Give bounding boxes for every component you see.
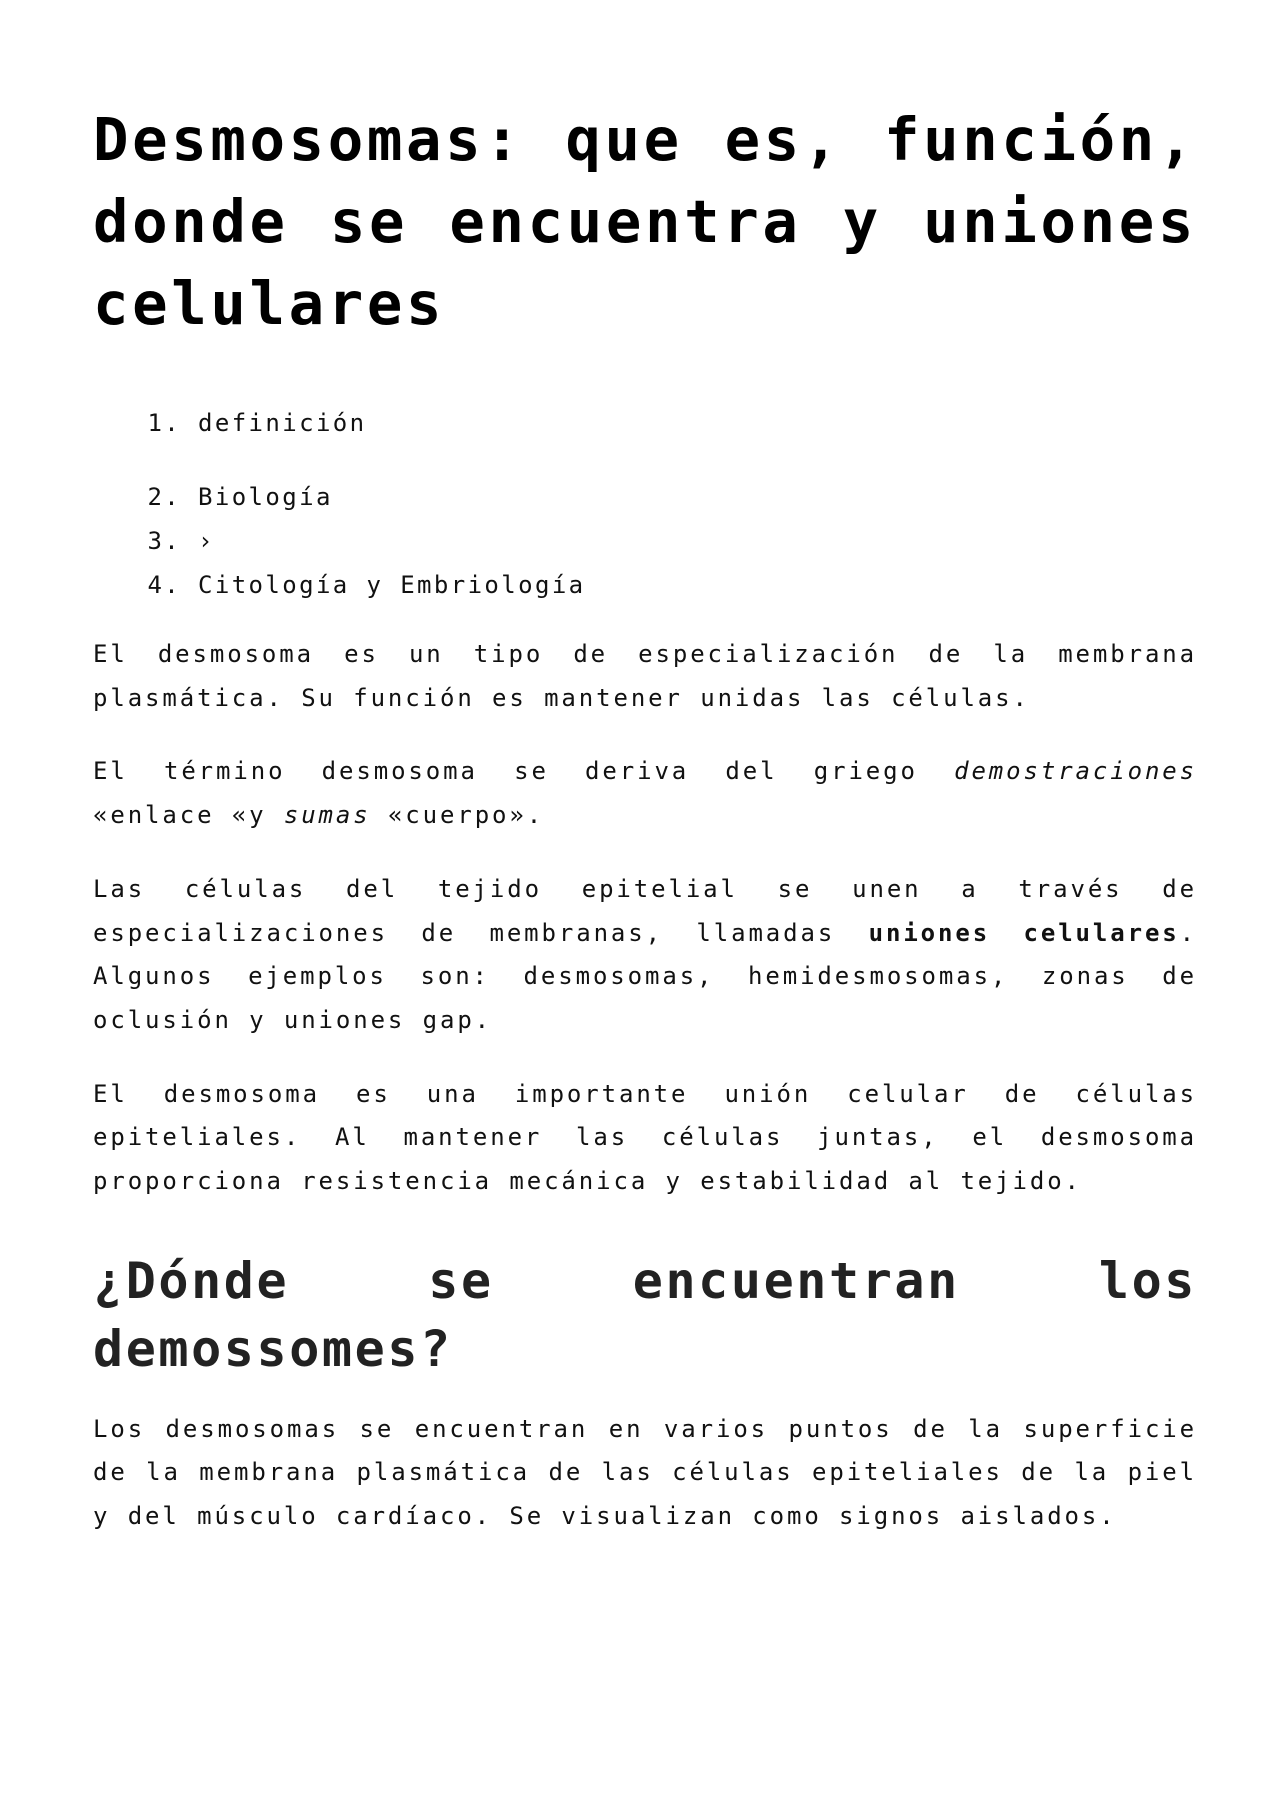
breadcrumb-separator: 3. › [198, 519, 1197, 563]
text: . Algunos ejemplos son: desmosomas, hemidesmosomas, zonas de oclusión y uniones gap. [93, 918, 1197, 1034]
section-heading [93, 1247, 1197, 1383]
text: El término desmosoma se deriva del griego [93, 757, 955, 786]
breadcrumb-list-1 [93, 401, 1197, 445]
text: «cuerpo». [370, 801, 545, 830]
paragraph-location: Los desmosomas se encuentran en varios puntos de la superficie de la membrana plasmática de las células epiteliales de la piel y del músculo cardíaco. Se visualizan como signos aislados. [93, 1414, 1197, 1531]
page-title: Desmosomas: que es, función, donde se encuentra y uniones celulares [93, 105, 1197, 338]
italic-term: demostraciones [954, 757, 1197, 786]
heading-line: ¿Dónde se encuentran los [93, 1251, 1197, 1310]
article [93, 99, 1197, 1539]
paragraph-intro: El desmosoma es un tipo de especialización de la membrana plasmática. Su función es mantener unidas las células. [93, 640, 1197, 712]
heading-line: demossomes? [93, 1319, 453, 1378]
paragraph-importance: El desmosoma es una importante unión celular de células epiteliales. Al mantener las células juntas, el desmosoma proporciona resistencia mecánica y estabilidad al tejido. [93, 1079, 1197, 1196]
text: Las células del tejido epitelial se unen a través de especializaciones de membranas, llamadas [93, 874, 1197, 947]
breadcrumb-item[interactable]: 1. definición [198, 401, 1197, 445]
text: «enlace «y [93, 801, 284, 830]
paragraph-etymology [93, 750, 1197, 837]
paragraph-cell-junctions [93, 868, 1197, 1043]
bold-term: uniones celulares [868, 918, 1180, 947]
breadcrumb-list-2 [93, 475, 1197, 607]
breadcrumb-item[interactable]: 4. Citología y Embriología [198, 563, 1197, 607]
breadcrumb-item[interactable]: 2. Biología [198, 475, 1197, 519]
italic-term: sumas [283, 801, 371, 830]
